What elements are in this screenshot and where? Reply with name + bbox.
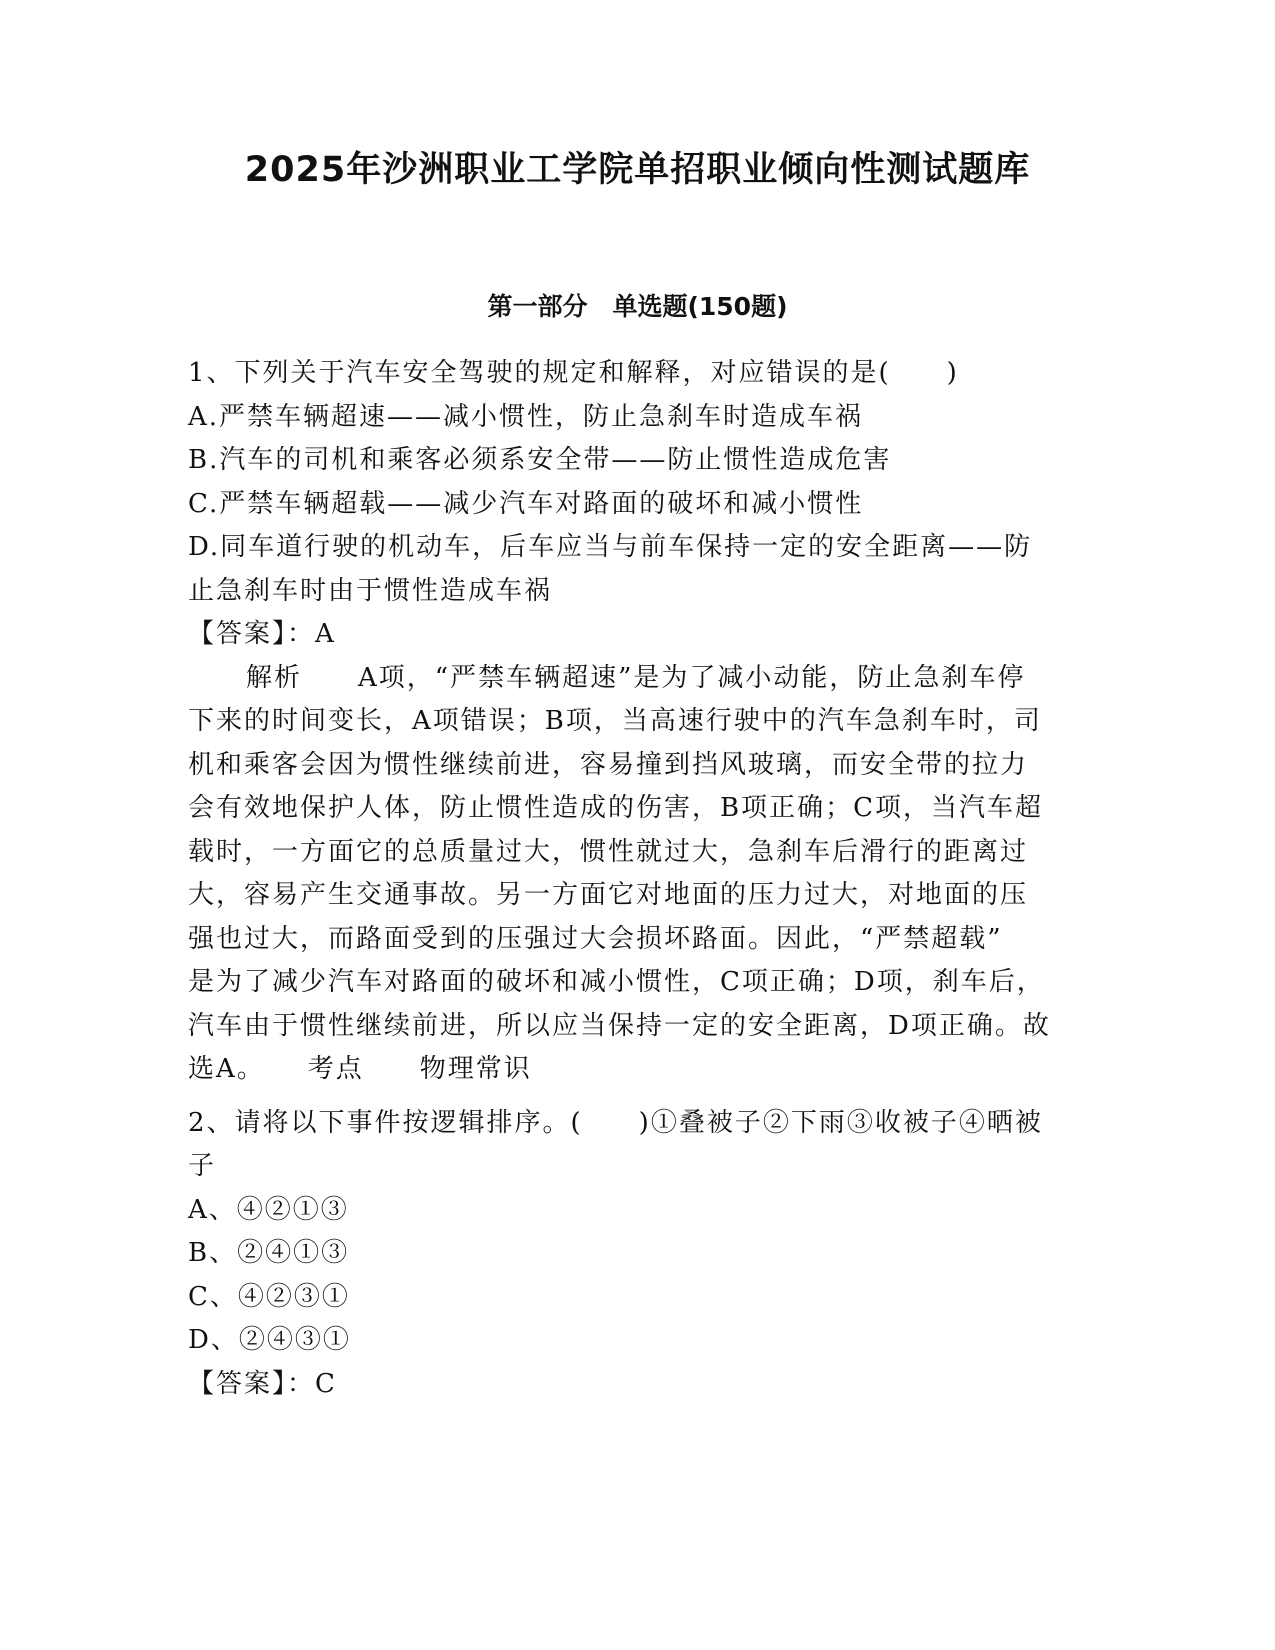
answer-option: B.汽车的司机和乘客必须系安全带——防止惯性造成危害 <box>188 445 892 475</box>
answer-option: B、②④①③ <box>188 1238 350 1268</box>
answer-key: 【答案】：A <box>188 619 336 649</box>
question-stem: 1、下列关于汽车安全驾驶的规定和解释，对应错误的是( ) <box>188 358 959 388</box>
explanation-line: 是为了减少汽车对路面的破坏和减小惯性，C项正确；D项，刹车后， <box>188 967 1045 997</box>
explanation-line: 载时，一方面它的总质量过大，惯性就过大，急刹车后滑行的距离过 <box>188 836 1029 867</box>
explanation-line: 下来的时间变长，A项错误；B项，当高速行驶中的汽车急刹车时，司 <box>188 706 1042 736</box>
explanation-line: 解析 A项，“严禁车辆超速”是为了减小动能，防止急刹车停 <box>246 662 1026 693</box>
section-heading: 第一部分 单选题(150题) <box>487 292 788 321</box>
answer-option: C.严禁车辆超载——减少汽车对路面的破坏和减小惯性 <box>188 488 864 519</box>
explanation-line: 选A。 考点 物理常识 <box>188 1054 532 1084</box>
question-stem: 2、请将以下事件按逻辑排序。( )①叠被子②下雨③收被子④晒被 <box>188 1107 1043 1138</box>
explanation-line: 会有效地保护人体，防止惯性造成的伤害，B项正确；C项，当汽车超 <box>188 793 1044 823</box>
answer-option: C、④②③① <box>188 1281 350 1312</box>
question-block <box>188 352 1088 1092</box>
explanation-line: 大，容易产生交通事故。另一方面它对地面的压力过大，对地面的压 <box>188 880 1029 910</box>
answer-option: D.同车道行驶的机动车，后车应当与前车保持一定的安全距离——防 <box>188 532 1033 562</box>
explanation-line: 汽车由于惯性继续前进，所以应当保持一定的安全距离，D项正确。故 <box>188 1010 1051 1041</box>
answer-option: 止急刹车时由于惯性造成车祸 <box>188 575 553 606</box>
explanation-line: 强也过大，而路面受到的压强过大会损坏路面。因此，“严禁超载” <box>188 923 1003 954</box>
answer-key: 【答案】：C <box>188 1368 337 1399</box>
document-title: 2025年沙洲职业工学院单招职业倾向性测试题库 <box>244 150 1031 190</box>
question-spacer <box>188 1092 1088 1102</box>
question-list <box>188 352 1088 1406</box>
answer-option: A.严禁车辆超速——减小惯性，防止急刹车时造成车祸 <box>188 401 864 432</box>
answer-option: D、②④③① <box>188 1325 351 1355</box>
question-stem: 子 <box>188 1151 217 1181</box>
answer-option: A、④②①③ <box>188 1194 349 1225</box>
question-block <box>188 1102 1088 1407</box>
explanation-line: 机和乘客会因为惯性继续前进，容易撞到挡风玻璃，而安全带的拉力 <box>188 749 1029 780</box>
